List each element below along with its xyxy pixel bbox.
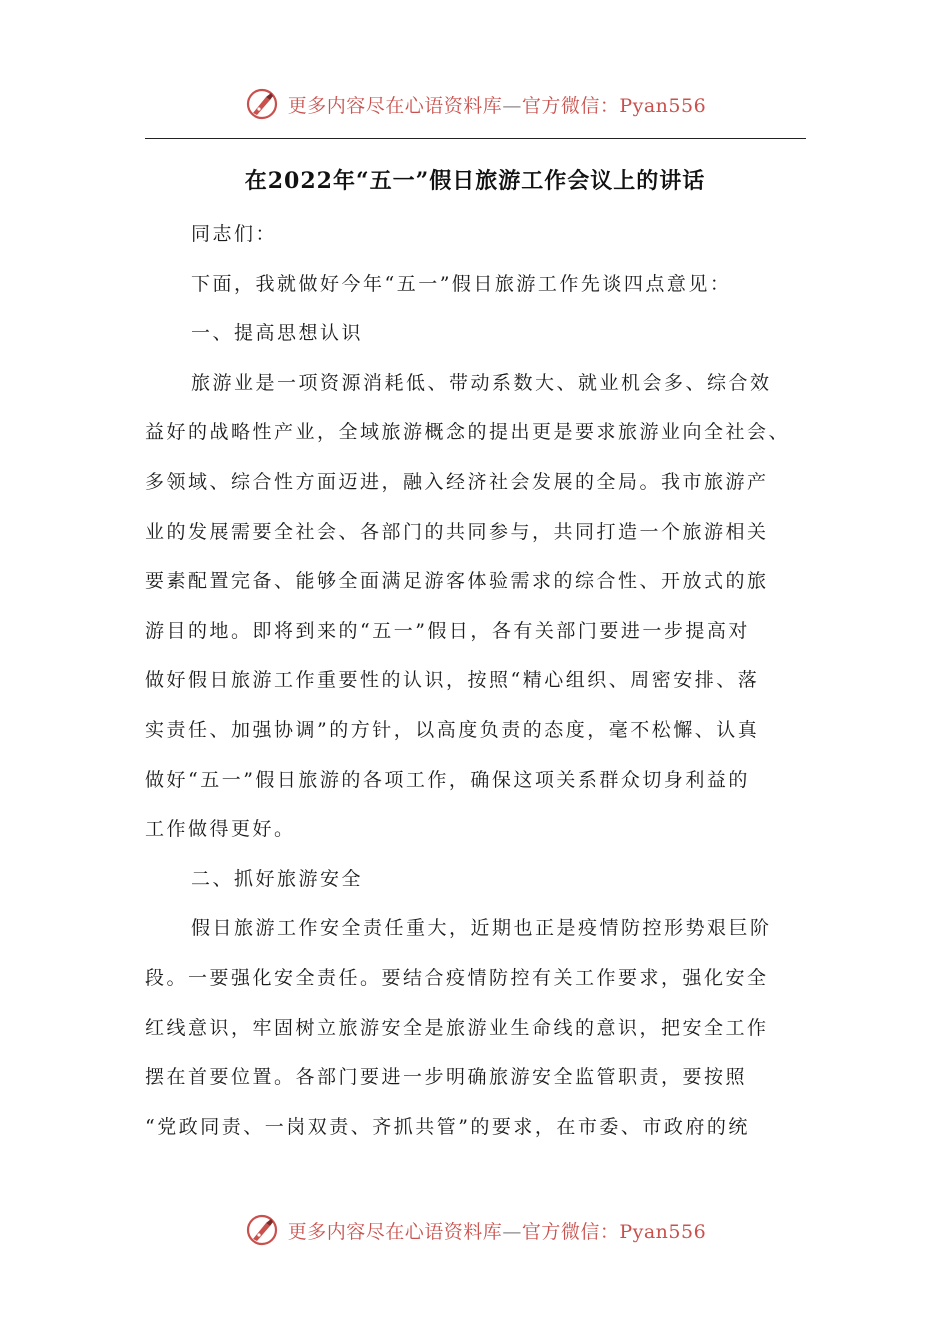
section2-line: 红线意识，牢固树立旅游安全是旅游业生命线的意识，把安全工作 xyxy=(145,1016,769,1039)
section1-line: 工作做得更好。 xyxy=(145,818,296,841)
banner-dash: — xyxy=(502,1220,522,1243)
document-title: 在2022年“五一”假日旅游工作会议上的讲话 xyxy=(244,168,706,194)
banner-wechat-label: 官方微信： xyxy=(521,1220,620,1243)
banner-wechat-id: Pyan556 xyxy=(619,94,707,117)
section1-line: 要素配置完备、能够全面满足游客体验需求的综合性、开放式的旅 xyxy=(145,570,769,593)
section1-line: 旅游业是一项资源消耗低、带动系数大、就业机会多、综合效 xyxy=(191,371,772,394)
section2-line: 摆在首要位置。各部门要进一步明确旅游安全监管职责，要按照 xyxy=(145,1066,748,1089)
section2-line: “党政同责、一岗双责、齐抓共管”的要求，在市委、市政府的统 xyxy=(145,1115,750,1138)
section2-heading: 二、抓好旅游安全 xyxy=(191,867,364,890)
section1-line: 业的发展需要全社会、各部门的共同参与，共同打造一个旅游相关 xyxy=(145,520,769,543)
pen-nib-logo-icon xyxy=(244,1212,280,1248)
section1-line: 做好“五一”假日旅游的各项工作，确保这项关系群众切身利益的 xyxy=(145,768,750,791)
document-body xyxy=(145,210,806,1152)
banner-dash: — xyxy=(502,94,522,117)
banner-text xyxy=(288,1217,706,1244)
pen-nib-logo-icon xyxy=(244,86,280,122)
section1-line: 做好假日旅游工作重要性的认识，按照“精心组织、周密安排、落 xyxy=(145,669,760,692)
section1-heading: 一、提高思想认识 xyxy=(191,322,364,345)
section2-line: 段。一要强化安全责任。要结合疫情防控有关工作要求，强化安全 xyxy=(145,966,769,989)
section1-line: 游目的地。即将到来的“五一”假日，各有关部门要进一步提高对 xyxy=(145,619,750,642)
section2-line: 假日旅游工作安全责任重大，近期也正是疫情防控形势艰巨阶 xyxy=(191,917,772,940)
salutation: 同志们： xyxy=(191,223,278,245)
banner-brand: 更多内容尽在心语资料库 xyxy=(287,94,503,117)
header-divider xyxy=(145,138,806,139)
banner-brand: 更多内容尽在心语资料库 xyxy=(287,1220,503,1243)
intro-paragraph: 下面，我就做好今年“五一”假日旅游工作先谈四点意见： xyxy=(191,272,732,295)
section1-line: 实责任、加强协调”的方针，以高度负责的态度，毫不松懈、认真 xyxy=(145,718,760,741)
footer-banner xyxy=(0,1210,950,1250)
section1-line: 多领域、综合性方面迈进，融入经济社会发展的全局。我市旅游产 xyxy=(145,470,769,493)
section1-line: 益好的战略性产业，全域旅游概念的提出更是要求旅游业向全社会、 xyxy=(145,421,791,444)
banner-wechat-id: Pyan556 xyxy=(619,1220,707,1243)
banner-text xyxy=(288,91,706,118)
banner-wechat-label: 官方微信： xyxy=(521,94,620,117)
header-banner xyxy=(0,84,950,124)
